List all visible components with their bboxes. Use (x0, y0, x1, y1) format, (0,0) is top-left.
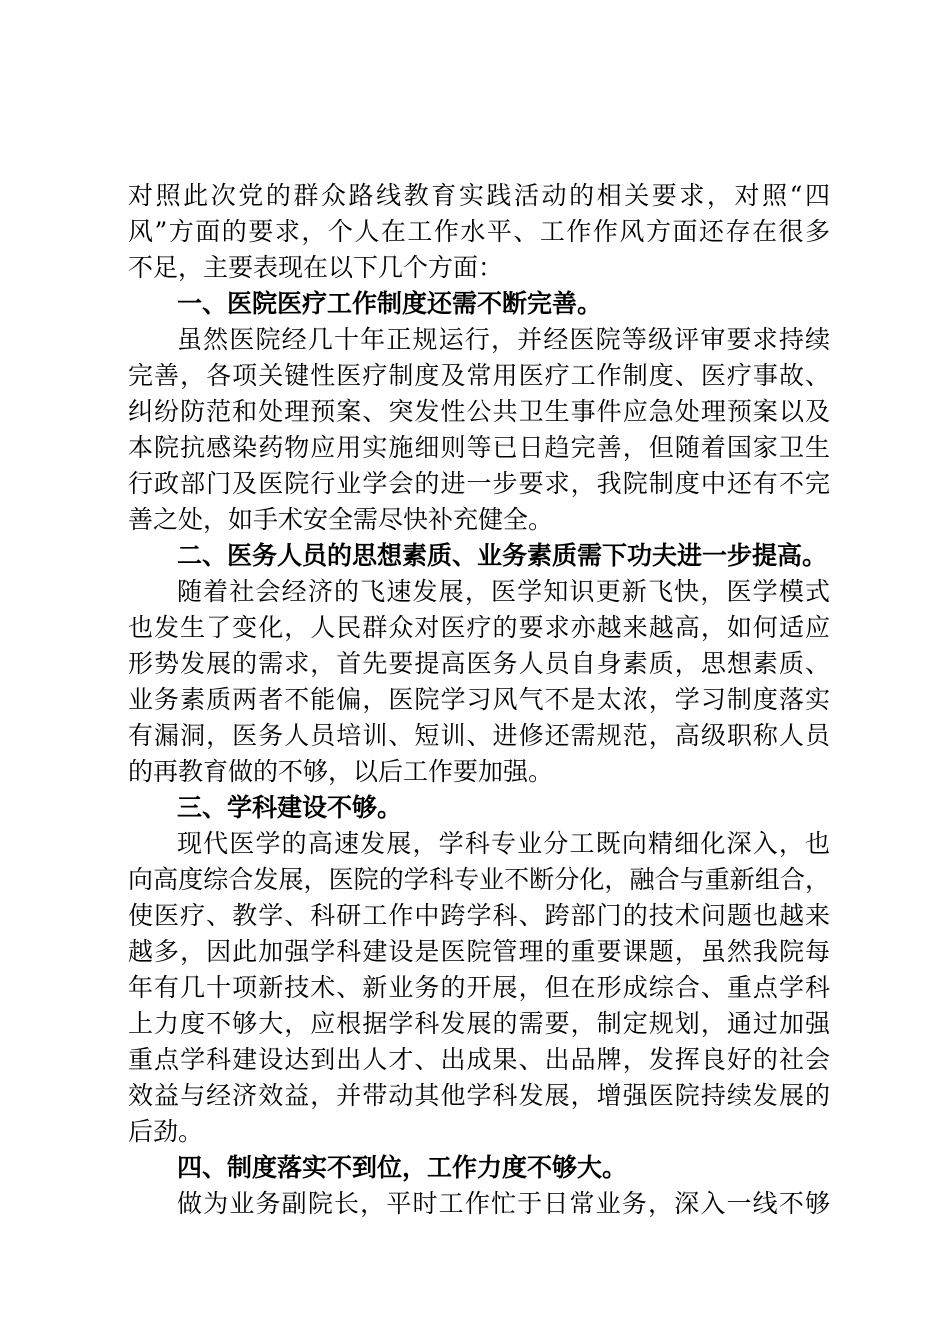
paragraph-line: 本院抗感染药物应用实施细则等已日趋完善，但随着国家卫生 (128, 433, 830, 462)
section-heading-4: 四、制度落实不到位，工作力度不够大。 (177, 1153, 628, 1182)
paragraph-line: 后劲。 (128, 1117, 204, 1146)
paragraph-line: 向高度综合发展，医院的学科专业不断分化，融合与重新组合， (128, 865, 830, 894)
paragraph-line: 善之处，如手术安全需尽快补充健全。 (128, 505, 554, 534)
paragraph-line: 年有几十项新技术、新业务的开展，但在形成综合、重点学科 (128, 973, 830, 1002)
paragraph-line: 形势发展的需求，首先要提高医务人员自身素质，思想素质、 (128, 649, 830, 678)
intro-line: 风”方面的要求，个人在工作水平、工作作风方面还存在很多 (128, 217, 830, 246)
section-heading-1: 一、医院医疗工作制度还需不断完善。 (177, 289, 603, 318)
paragraph-line: 使医疗、教学、科研工作中跨学科、跨部门的技术问题也越来 (128, 901, 830, 930)
intro-line: 不足，主要表现在以下几个方面： (128, 253, 504, 282)
paragraph-line: 做为业务副院长，平时工作忙于日常业务，深入一线不够 (177, 1189, 830, 1218)
paragraph-line: 行政部门及医院行业学会的进一步要求，我院制度中还有不完 (128, 469, 830, 498)
paragraph-line: 完善，各项关键性医疗制度及常用医疗工作制度、医疗事故、 (128, 361, 830, 390)
paragraph-line: 随着社会经济的飞速发展，医学知识更新飞快，医学模式 (177, 577, 830, 606)
paragraph-line: 效益与经济效益，并带动其他学科发展，增强医院持续发展的 (128, 1081, 830, 1110)
section-heading-3: 三、学科建设不够。 (177, 793, 403, 822)
paragraph-line: 现代医学的高速发展，学科专业分工既向精细化深入，也 (177, 829, 830, 858)
paragraph-line: 有漏洞，医务人员培训、短训、进修还需规范，高级职称人员 (128, 721, 830, 750)
paragraph-line: 纠纷防范和处理预案、突发性公共卫生事件应急处理预案以及 (128, 397, 830, 426)
paragraph-line: 也发生了变化，人民群众对医疗的要求亦越来越高，如何适应 (128, 613, 830, 642)
paragraph-line: 上力度不够大，应根据学科发展的需要，制定规划，通过加强 (128, 1009, 830, 1038)
paragraph-line: 业务素质两者不能偏，医院学习风气不是太浓，学习制度落实 (128, 685, 830, 714)
section-heading-2: 二、医务人员的思想素质、业务素质需下功夫进一步提高。 (177, 541, 828, 570)
paragraph-line: 的再教育做的不够，以后工作要加强。 (128, 757, 554, 786)
paragraph-line: 虽然医院经几十年正规运行，并经医院等级评审要求持续 (177, 325, 830, 354)
intro-line: 对照此次党的群众路线教育实践活动的相关要求，对照“四 (128, 181, 830, 210)
paragraph-line: 重点学科建设达到出人才、出成果、出品牌，发挥良好的社会 (128, 1045, 830, 1074)
paragraph-line: 越多，因此加强学科建设是医院管理的重要课题，虽然我院每 (128, 937, 830, 966)
